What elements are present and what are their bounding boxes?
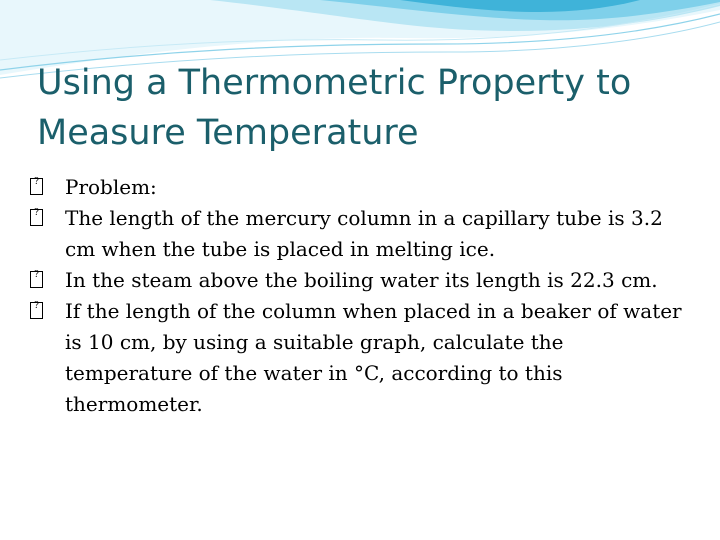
bullet-text: Problem: — [65, 175, 157, 199]
slide-title: Using a Thermometric Property to Measure Temperature — [37, 63, 632, 153]
bullet-marker-icon: ? — [30, 296, 65, 327]
bullet-item — [30, 172, 690, 203]
bullet-item — [30, 265, 690, 296]
bullet-text: If the length of the column when placed in a beaker of water is 10 cm, by using a suitable graph, calculate the temperature of the water in °C, according to this thermometer. — [65, 299, 682, 416]
bullet-marker-icon: ? — [30, 172, 65, 203]
bullet-item — [30, 203, 690, 265]
bullet-item — [30, 296, 690, 420]
bullet-text: The length of the mercury column in a capillary tube is 3.2 cm when the tube is placed in melting ice. — [65, 206, 663, 261]
bullet-text: In the steam above the boiling water its length is 22.3 cm. — [65, 268, 658, 292]
bullet-list — [30, 172, 690, 420]
bullet-marker-icon: ? — [30, 265, 65, 296]
bullet-marker-icon: ? — [30, 203, 65, 234]
